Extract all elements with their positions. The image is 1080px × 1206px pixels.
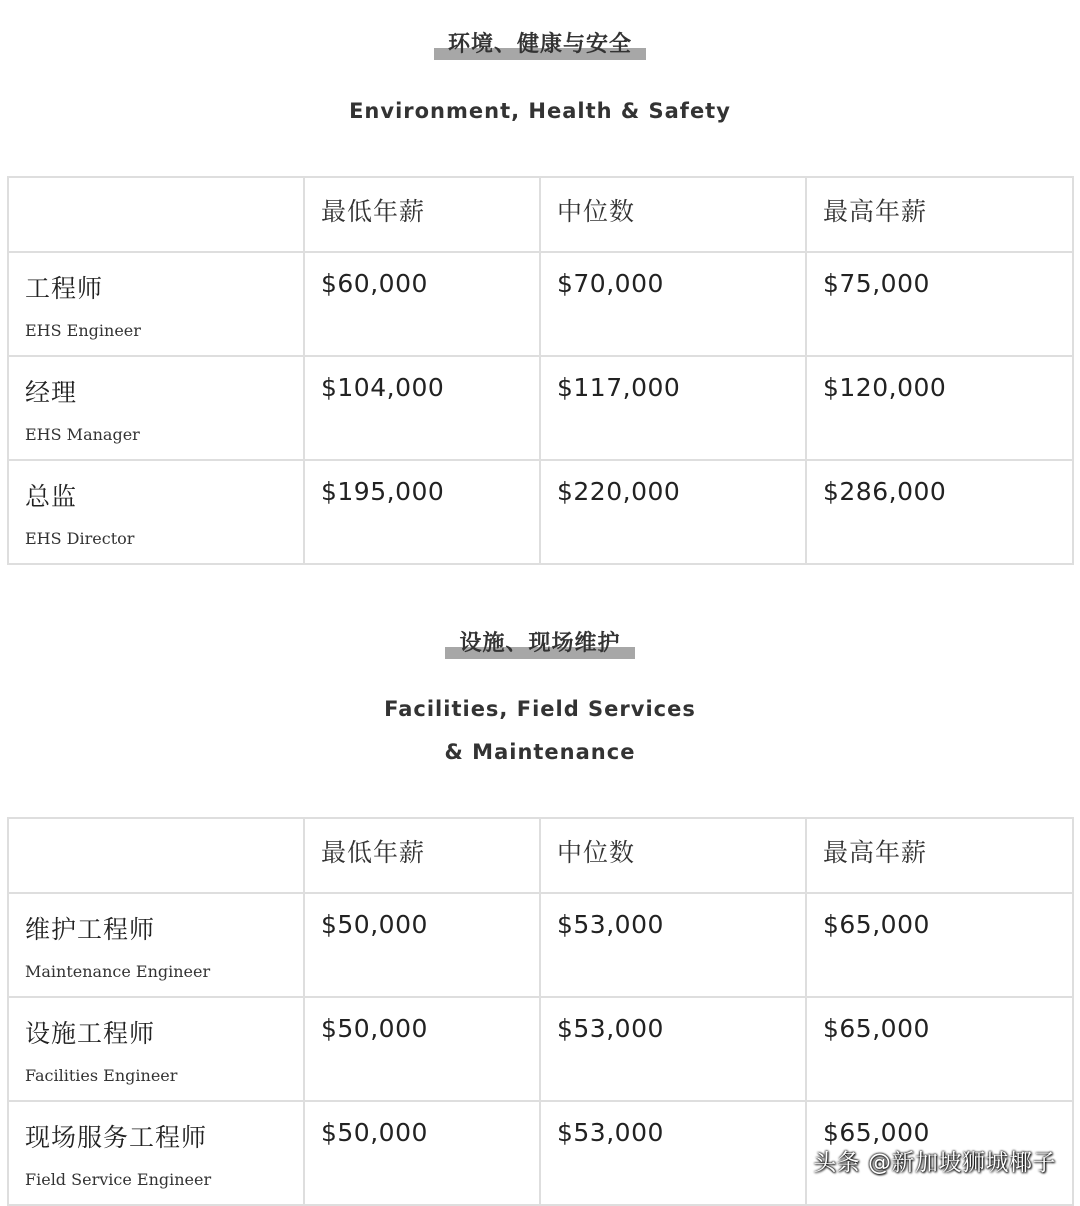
header-cell-median: 中位数: [540, 177, 806, 252]
min-salary-cell: [304, 460, 540, 564]
median-salary: $53,000: [557, 1118, 664, 1147]
max-salary-cell: [806, 252, 1073, 356]
min-salary: $195,000: [321, 477, 445, 506]
role-name-zh: 总监: [25, 482, 78, 511]
header-cell-min: 最低年薪: [304, 177, 540, 252]
role-name-zh: 经理: [25, 378, 78, 407]
table-row: [8, 997, 1073, 1101]
max-salary: $65,000: [823, 1118, 930, 1147]
median-salary-cell: [540, 893, 806, 997]
min-salary: $104,000: [321, 373, 445, 402]
median-salary-cell: [540, 460, 806, 564]
section-title-en-facilities-line-2: & Maintenance: [444, 740, 636, 764]
min-salary-cell: [304, 893, 540, 997]
min-salary-cell: [304, 997, 540, 1101]
min-salary-cell: [304, 356, 540, 460]
max-salary-cell: [806, 356, 1073, 460]
role-name-zh: 现场服务工程师: [25, 1123, 208, 1152]
role-cell: [8, 893, 304, 997]
role-name-en: Maintenance Engineer: [25, 962, 211, 981]
median-salary-cell: [540, 252, 806, 356]
median-salary: $53,000: [557, 1014, 664, 1043]
watermark-text: 头条 @新加坡狮城椰子: [813, 1150, 1056, 1176]
table-row: [8, 356, 1073, 460]
section-title-wrap-ehs: [0, 30, 1080, 60]
role-cell: [8, 460, 304, 564]
section-title-en-facilities: [0, 688, 1080, 774]
role-cell: [8, 1101, 304, 1205]
min-salary: $50,000: [321, 1118, 428, 1147]
section-title-zh-ehs-text: 环境、健康与安全: [447, 32, 632, 57]
max-salary-cell: [806, 997, 1073, 1101]
max-salary: $120,000: [823, 373, 947, 402]
role-name-en: Field Service Engineer: [25, 1170, 212, 1189]
section-title-en-ehs: [0, 90, 1080, 133]
header-cell-max: 最高年薪: [806, 177, 1073, 252]
median-salary-cell: [540, 997, 806, 1101]
median-salary: $117,000: [557, 373, 681, 402]
table-header-row: [8, 818, 1073, 893]
header-cell-max: 最高年薪: [806, 818, 1073, 893]
section-title-zh-ehs: [434, 30, 646, 60]
role-name-zh: 工程师: [25, 274, 104, 303]
max-salary: $65,000: [823, 1014, 930, 1043]
role-name-zh: 维护工程师: [25, 915, 156, 944]
min-salary: $50,000: [321, 910, 428, 939]
median-salary-cell: [540, 356, 806, 460]
median-salary: $70,000: [557, 269, 664, 298]
role-name-zh: 设施工程师: [25, 1019, 156, 1048]
header-cell-median: 中位数: [540, 818, 806, 893]
section-title-zh-facilities-text: 设施、现场维护: [459, 631, 621, 656]
table-row: [8, 252, 1073, 356]
role-cell: [8, 252, 304, 356]
section-title-en-ehs-line-1: Environment, Health & Safety: [349, 99, 731, 123]
header-cell-role: [8, 177, 304, 252]
role-cell: [8, 997, 304, 1101]
min-salary-cell: [304, 252, 540, 356]
max-salary-cell: [806, 893, 1073, 997]
salary-table-ehs: [7, 176, 1074, 565]
role-name-en: Facilities Engineer: [25, 1066, 178, 1085]
section-title-zh-facilities: [445, 629, 634, 659]
median-salary: $220,000: [557, 477, 681, 506]
max-salary-cell: [806, 460, 1073, 564]
max-salary: $65,000: [823, 910, 930, 939]
header-cell-role: [8, 818, 304, 893]
section-title-en-facilities-line-1: Facilities, Field Services: [384, 697, 696, 721]
table-header-row: [8, 177, 1073, 252]
section-title-wrap-facilities: [0, 629, 1080, 659]
max-salary: $286,000: [823, 477, 947, 506]
min-salary: $60,000: [321, 269, 428, 298]
table-row: [8, 893, 1073, 997]
median-salary-cell: [540, 1101, 806, 1205]
header-cell-min: 最低年薪: [304, 818, 540, 893]
role-name-en: EHS Manager: [25, 425, 140, 444]
median-salary: $53,000: [557, 910, 664, 939]
role-name-en: EHS Director: [25, 529, 135, 548]
min-salary: $50,000: [321, 1014, 428, 1043]
min-salary-cell: [304, 1101, 540, 1205]
table-row: [8, 460, 1073, 564]
max-salary: $75,000: [823, 269, 930, 298]
role-cell: [8, 356, 304, 460]
role-name-en: EHS Engineer: [25, 321, 141, 340]
